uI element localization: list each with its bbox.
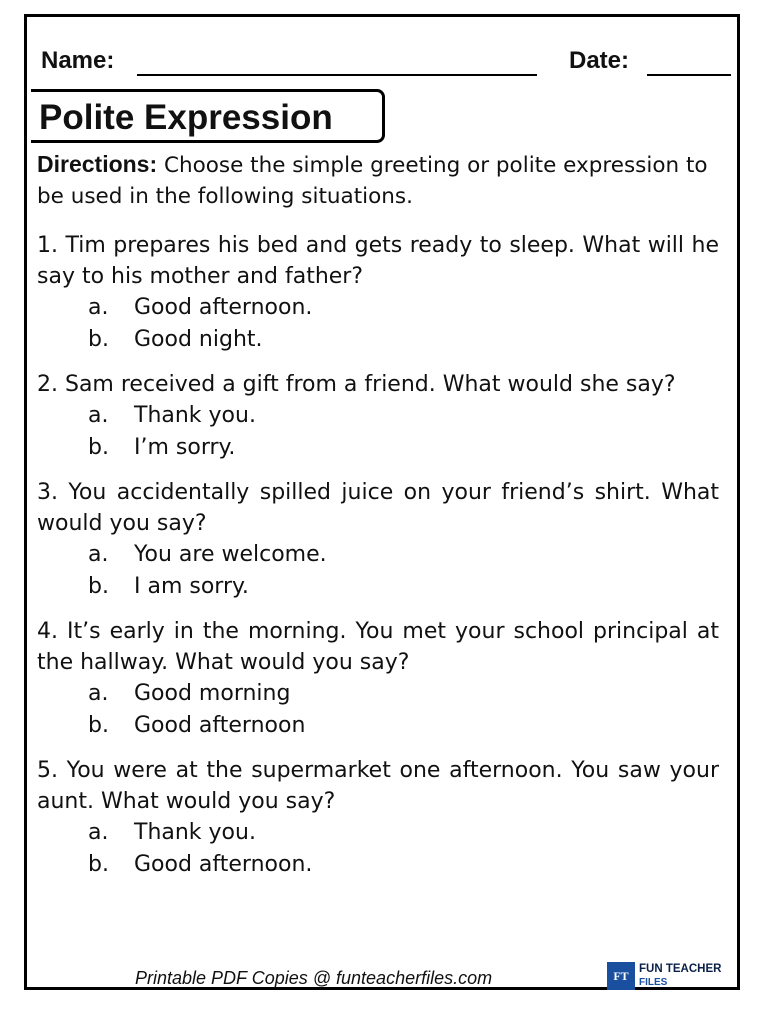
option-letter: b.	[88, 326, 109, 352]
name-blank-line[interactable]	[137, 74, 537, 76]
option-a[interactable]	[37, 678, 719, 710]
option-text: Good night.	[134, 326, 263, 352]
option-b[interactable]	[37, 710, 719, 742]
option-letter: b.	[88, 434, 109, 460]
option-letter: b.	[88, 851, 109, 877]
option-text: I’m sorry.	[134, 434, 236, 460]
option-letter: a.	[88, 295, 109, 320]
option-a[interactable]	[37, 539, 719, 571]
option-letter: a.	[88, 820, 109, 845]
logo-text-line1: FUN TEACHER	[639, 963, 722, 975]
directions-text: Choose the simple greeting or polite expression to be used in the following situations.	[37, 153, 708, 209]
option-letter: a.	[88, 681, 109, 706]
date-blank-line[interactable]	[647, 74, 731, 76]
brand-logo	[607, 962, 731, 992]
name-label: Name:	[41, 47, 115, 74]
option-b[interactable]	[37, 432, 719, 464]
option-text: Good afternoon	[134, 712, 306, 738]
question-text: 1. Tim prepares his bed and gets ready to sleep. What will he say to his mother and father?	[37, 233, 719, 289]
option-text: Thank you.	[134, 820, 256, 845]
question-text: 5. You were at the supermarket one afternoon. You saw your aunt. What would you say?	[37, 758, 719, 814]
worksheet-title: Polite Expression	[39, 98, 333, 137]
option-text: Good afternoon.	[134, 295, 313, 320]
option-letter: b.	[88, 712, 109, 738]
directions	[37, 149, 719, 212]
date-label: Date:	[569, 47, 630, 74]
option-text: You are welcome.	[134, 542, 327, 567]
option-text: Good morning	[134, 681, 291, 706]
question-4	[37, 616, 719, 741]
option-letter: b.	[88, 573, 109, 599]
name-date-row	[41, 47, 731, 81]
worksheet-content	[37, 149, 719, 894]
option-b[interactable]	[37, 571, 719, 603]
option-text: Good afternoon.	[134, 851, 313, 877]
directions-label: Directions:	[37, 151, 158, 177]
option-text: Thank you.	[134, 403, 256, 428]
option-b[interactable]	[37, 324, 719, 356]
footer-credit: Printable PDF Copies @ funteacherfiles.com	[135, 968, 493, 988]
question-1	[37, 230, 719, 355]
option-letter: a.	[88, 403, 109, 428]
option-a[interactable]	[37, 292, 719, 324]
ft-logo-icon: FT	[607, 962, 635, 990]
option-a[interactable]	[37, 817, 719, 849]
question-text: 3. You accidentally spilled juice on your friend’s shirt. What would you say?	[37, 480, 719, 536]
title-box	[31, 89, 385, 143]
question-5	[37, 755, 719, 880]
option-text: I am sorry.	[134, 573, 249, 599]
option-a[interactable]	[37, 400, 719, 432]
logo-text-line2: FILES	[639, 977, 668, 988]
worksheet-page	[24, 14, 740, 990]
question-text: 2. Sam received a gift from a friend. What would she say?	[37, 372, 676, 397]
question-text: 4. It’s early in the morning. You met your school principal at the hallway. What would you say?	[37, 619, 719, 675]
question-2	[37, 369, 719, 463]
option-letter: a.	[88, 542, 109, 567]
option-b[interactable]	[37, 849, 719, 881]
question-3	[37, 477, 719, 602]
